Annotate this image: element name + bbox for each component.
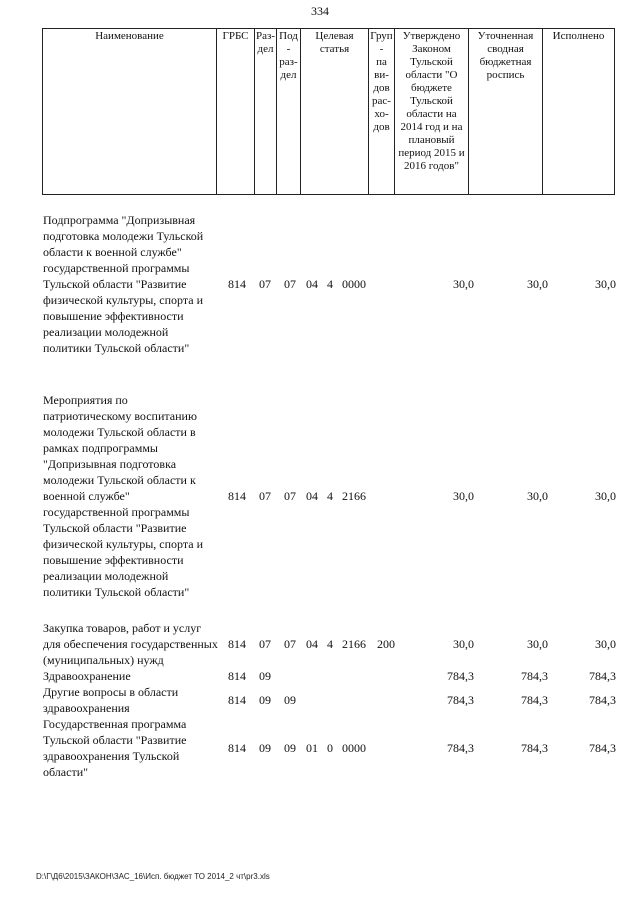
row-grbs: 814 [228, 489, 246, 503]
row-podrazdel: 09 [284, 741, 296, 755]
row-approved: 784,3 [447, 693, 475, 707]
row-name: Закупка товаров, работ и услуг для обеспечения государственных (муниципальных) нужд [43, 621, 218, 667]
row-razdel: 09 [259, 693, 271, 707]
row-refined: 30,0 [527, 489, 549, 503]
row-podrazdel: 07 [284, 637, 296, 651]
row-executed: 30,0 [595, 637, 617, 651]
row-executed: 784,3 [589, 741, 617, 755]
row-approved: 784,3 [447, 669, 475, 683]
row-approved: 30,0 [453, 489, 475, 503]
row-razdel: 07 [259, 277, 271, 291]
row-expense-group [370, 212, 402, 356]
row-executed: 784,3 [589, 669, 617, 683]
row-name: Государственная программа Тульской области "Развитие здравоохранения Тульской области" [43, 717, 187, 779]
row-executed: 30,0 [595, 489, 617, 503]
table-row [42, 716, 618, 780]
row-target-article [302, 684, 370, 716]
header-expense-group: Груп- па ви- дов рас- хо- дов [369, 29, 395, 195]
row-target-article [302, 668, 370, 684]
row-expense-group [370, 684, 402, 716]
row-target-article: 04 4 2166 [306, 489, 367, 503]
header-razdel: Раз- дел [255, 29, 277, 195]
header-target-article: Целевая статья [301, 29, 369, 195]
table-row [42, 620, 618, 668]
header-refined: Уточненная сводная бюджетная роспись [469, 29, 543, 195]
row-target-article: 04 4 0000 [306, 277, 367, 291]
row-podrazdel: 09 [284, 693, 296, 707]
row-executed: 784,3 [589, 693, 617, 707]
row-razdel: 09 [259, 741, 271, 755]
row-refined: 30,0 [527, 637, 549, 651]
file-path-footer: D:\Г\Д6\2015\ЗАКОН\ЗАС_16\Исп. бюджет ТО 2014_2 чт\pr3.xls [36, 872, 270, 881]
row-grbs: 814 [228, 741, 246, 755]
row-executed: 30,0 [595, 277, 617, 291]
row-target-article: 04 4 2166 [306, 637, 367, 651]
row-name: Мероприятия по патриотическому воспитанию молодежи Тульской области в рамках подпрограммы "Допризывная подготовка молодежи Тульской области к военной службе" государственной программы Тульской области "Развитие физической культуры, спорта и повышение эффективности реализации молодежной политики Тульской области" [43, 393, 204, 599]
row-razdel: 07 [259, 489, 271, 503]
row-razdel: 07 [259, 637, 271, 651]
row-razdel: 09 [259, 669, 271, 683]
header-approved: Утверждено Законом Тульской области "О бюджете Тульской области на 2014 год и на плановый период 2015 и 2016 годов" [395, 29, 469, 195]
row-grbs: 814 [228, 669, 246, 683]
table-row [42, 392, 618, 600]
table-row [42, 668, 618, 684]
header-podrazdel: Под- раз- дел [277, 29, 301, 195]
row-refined: 784,3 [521, 693, 549, 707]
table-row [42, 212, 618, 356]
row-grbs: 814 [228, 637, 246, 651]
row-grbs: 814 [228, 277, 246, 291]
budget-rows-table [42, 212, 618, 780]
column-header-table [42, 28, 615, 195]
row-expense-group [370, 716, 402, 780]
row-approved: 30,0 [453, 637, 475, 651]
header-executed: Исполнено [543, 29, 615, 195]
row-target-article: 01 0 0000 [306, 741, 367, 755]
row-name: Здравоохранение [43, 669, 131, 683]
row-refined: 30,0 [527, 277, 549, 291]
row-approved: 30,0 [453, 277, 475, 291]
row-refined: 784,3 [521, 669, 549, 683]
row-grbs: 814 [228, 693, 246, 707]
header-name: Наименование [43, 29, 217, 195]
row-name: Подпрограмма "Допризывная подготовка молодежи Тульской области к военной службе" государственной программы Тульской области "Развитие физической культуры, спорта и повышение эффективности реализации молодежной политики Тульской области" [43, 213, 204, 355]
row-podrazdel [278, 668, 302, 684]
row-approved: 784,3 [447, 741, 475, 755]
row-expense-group [370, 392, 402, 600]
header-grbs: ГРБС [217, 29, 255, 195]
row-expense-group: 200 [377, 637, 396, 651]
row-name: Другие вопросы в области здравоохранения [43, 685, 179, 715]
table-row [42, 684, 618, 716]
row-refined: 784,3 [521, 741, 549, 755]
row-podrazdel: 07 [284, 489, 296, 503]
page-number: 334 [311, 4, 329, 18]
row-expense-group [370, 668, 402, 684]
row-podrazdel: 07 [284, 277, 296, 291]
